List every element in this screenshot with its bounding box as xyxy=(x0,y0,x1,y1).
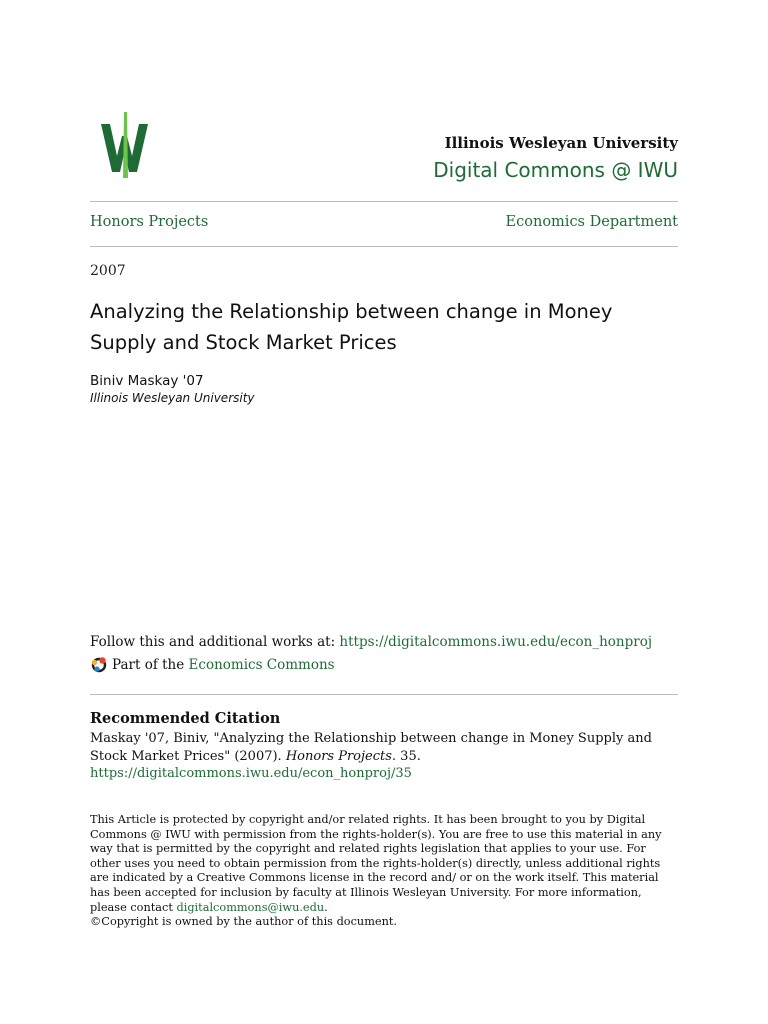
university-name: Illinois Wesleyan University xyxy=(444,134,678,152)
author-name: Biniv Maskay '07 xyxy=(90,373,204,389)
publication-year: 2007 xyxy=(90,263,126,279)
divider xyxy=(90,246,678,247)
honors-projects-link[interactable]: Honors Projects xyxy=(90,214,209,230)
rights-statement xyxy=(90,813,678,930)
collection-url-link[interactable]: https://digitalcommons.iwu.edu/econ_honproj xyxy=(339,634,653,650)
rights-text: This Article is protected by copyright and/or related rights. It has been brought to you by Digital Commons @ IWU with permission from the rights-holder(s). You are free to use this material in any way that is permitted by the copyright and related rights legislation that applies to your use. For other uses you need to obtain permission from the rights-holder(s) directly, unless additional rights are indicated by a Creative Commons license in the record and/ or on the work itself. This material has been accepted for inclusion by faculty at Illinois Wesleyan University. For more information, please contact xyxy=(90,813,662,914)
citation-series: Honors Projects xyxy=(285,748,392,764)
follow-prefix: Follow this and additional works at: xyxy=(90,634,340,650)
contact-email-link[interactable]: digitalcommons@iwu.edu xyxy=(176,900,325,914)
part-of-line xyxy=(90,656,335,674)
iwu-logo xyxy=(98,112,152,178)
citation-block xyxy=(90,730,678,783)
author-affiliation: Illinois Wesleyan University xyxy=(90,391,255,405)
recommended-citation-heading: Recommended Citation xyxy=(90,710,281,727)
citation-text: Maskay '07, Biniv, "Analyzing the Relationship between change in Money Supply and Stock Market Prices" (2007). xyxy=(90,731,652,764)
citation-url-link[interactable]: https://digitalcommons.iwu.edu/econ_honproj/35 xyxy=(90,766,412,781)
economics-commons-link[interactable]: Economics Commons xyxy=(188,657,335,673)
cover-page xyxy=(90,0,678,1024)
copyright-note: ©Copyright is owned by the author of this document. xyxy=(90,915,398,929)
commons-network-icon xyxy=(90,656,108,674)
divider xyxy=(90,694,678,695)
follow-line xyxy=(90,634,652,650)
citation-number: . 35. xyxy=(391,748,421,764)
divider xyxy=(90,201,678,202)
paper-title: Analyzing the Relationship between change in Money Supply and Stock Market Prices xyxy=(90,300,613,354)
rights-period: . xyxy=(324,900,328,914)
digital-commons-link[interactable]: Digital Commons @ IWU xyxy=(433,158,678,182)
part-of-prefix: Part of the xyxy=(112,657,185,673)
economics-department-link[interactable]: Economics Department xyxy=(505,214,678,230)
